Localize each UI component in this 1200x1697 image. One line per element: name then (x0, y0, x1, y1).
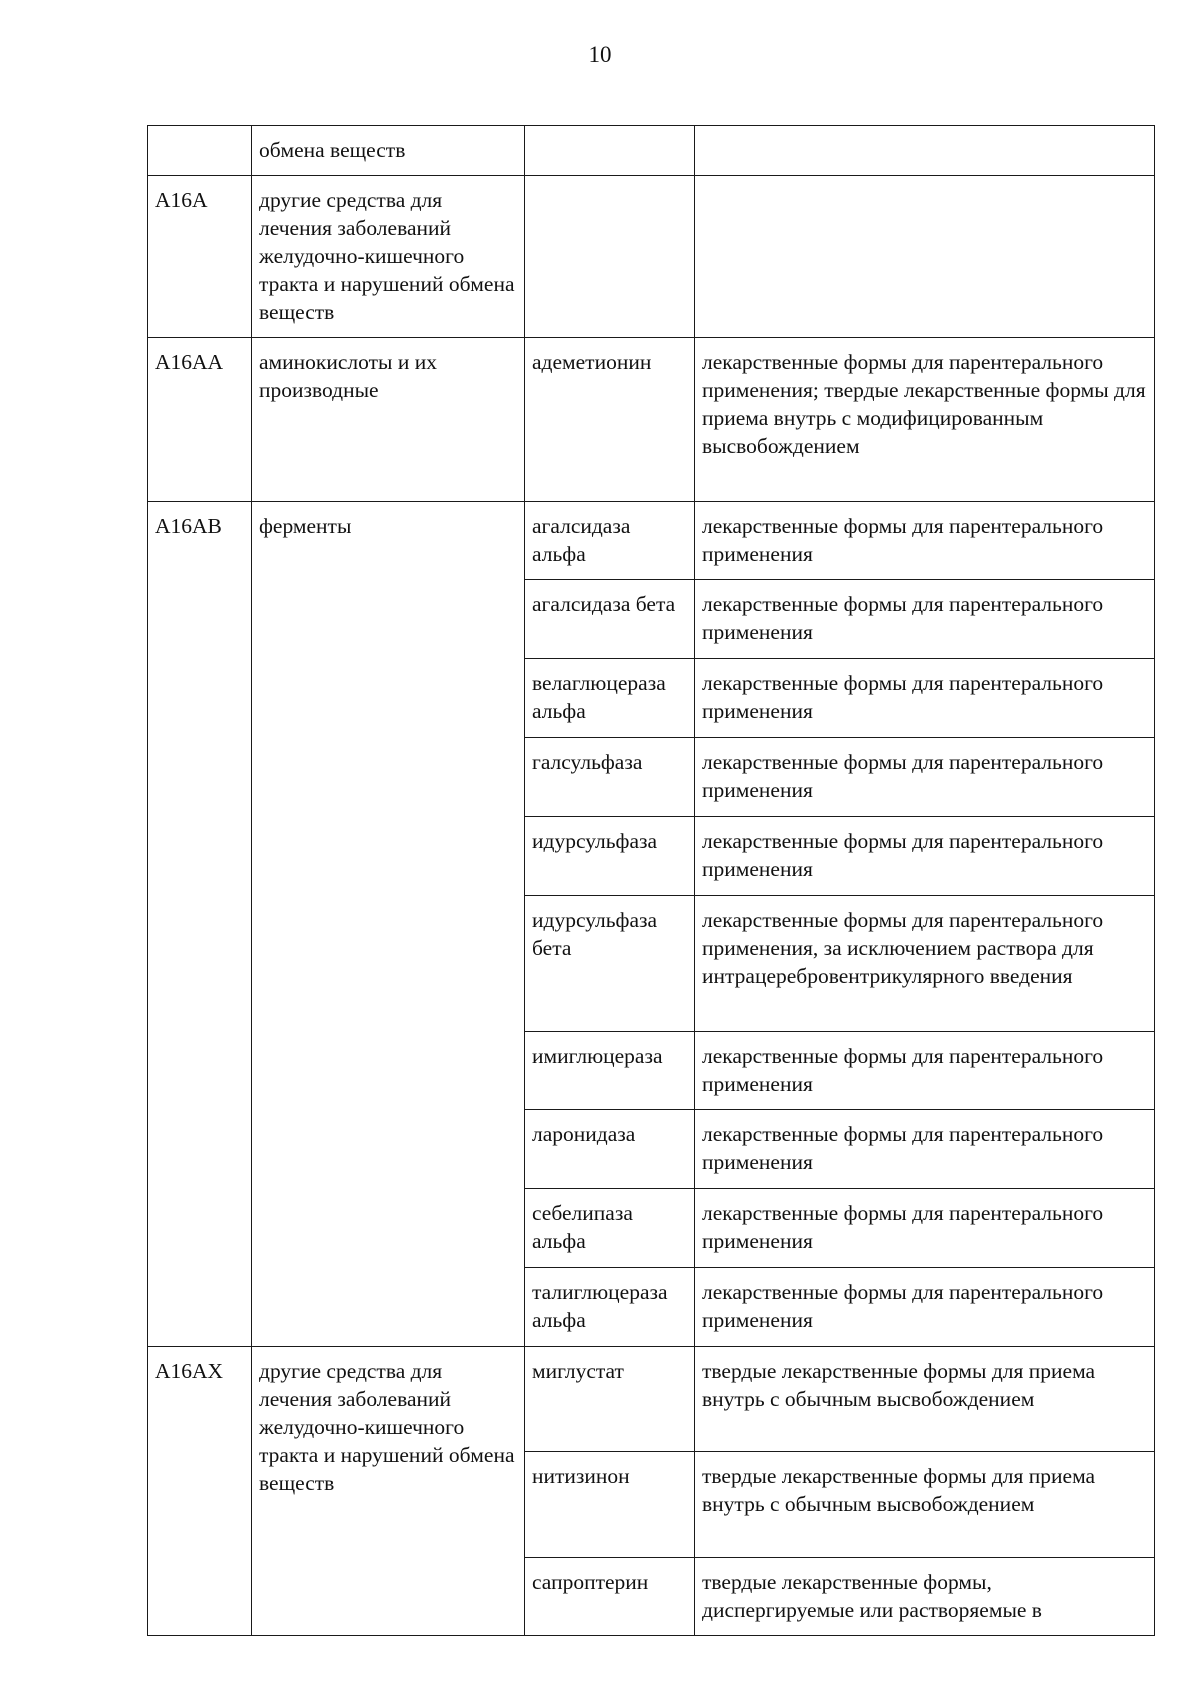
dosage-form-cell: лекарственные формы для парентерального применения (695, 1189, 1155, 1268)
page-number: 10 (588, 42, 612, 67)
drug-name-cell: идурсульфаза бета (525, 896, 695, 1032)
drug-name-cell: себелипаза альфа (525, 1189, 695, 1268)
dosage-form-cell: лекарственные формы для парентерального применения; твердые лекарственные формы для приема внутрь с модифицированным высвобождением (695, 338, 1155, 502)
drug-name-cell: ларонидаза (525, 1110, 695, 1189)
table-row (148, 1347, 1155, 1452)
drug-name-cell: сапроптерин (525, 1558, 695, 1636)
anatomical-group-cell: обмена веществ (252, 126, 525, 176)
atc-code-cell: A16AX (148, 1347, 252, 1636)
drug-name-cell: велаглюцераза альфа (525, 659, 695, 738)
dosage-form-cell: твердые лекарственные формы для приема внутрь с обычным высвобождением (695, 1452, 1155, 1558)
anatomical-group-cell: другие средства для лечения заболеваний желудочно-кишечного тракта и нарушений обмена веществ (252, 176, 525, 338)
dosage-form-cell: твердые лекарственные формы для приема внутрь с обычным высвобождением (695, 1347, 1155, 1452)
drug-name-cell: имиглюцераза (525, 1032, 695, 1110)
drug-name-cell (525, 126, 695, 176)
anatomical-group-cell: ферменты (252, 502, 525, 1347)
atc-code-cell: A16AA (148, 338, 252, 502)
table-body (148, 126, 1155, 1636)
atc-code-cell: A16A (148, 176, 252, 338)
atc-code-cell: A16AB (148, 502, 252, 1347)
drug-name-cell: талиглюцераза альфа (525, 1268, 695, 1347)
dosage-form-cell (695, 176, 1155, 338)
drug-name-cell: нитизинон (525, 1452, 695, 1558)
table-row (148, 126, 1155, 176)
drug-name-cell: адеметионин (525, 338, 695, 502)
dosage-form-cell: твердые лекарственные формы, диспергируемые или растворяемые в (695, 1558, 1155, 1636)
table-row (148, 502, 1155, 580)
dosage-form-cell: лекарственные формы для парентерального применения (695, 659, 1155, 738)
table-row (148, 338, 1155, 502)
drug-name-cell: агалсидаза бета (525, 580, 695, 659)
dosage-form-cell: лекарственные формы для парентерального применения (695, 817, 1155, 896)
table-row (148, 176, 1155, 338)
drug-name-cell (525, 176, 695, 338)
dosage-form-cell (695, 126, 1155, 176)
atc-code-cell (148, 126, 252, 176)
dosage-form-cell: лекарственные формы для парентерального применения (695, 1110, 1155, 1189)
dosage-form-cell: лекарственные формы для парентерального применения, за исключением раствора для интрацеребровентрикулярного введения (695, 896, 1155, 1032)
drug-table (147, 125, 1155, 1636)
dosage-form-cell: лекарственные формы для парентерального применения (695, 1268, 1155, 1347)
drug-name-cell: галсульфаза (525, 738, 695, 817)
drug-name-cell: агалсидаза альфа (525, 502, 695, 580)
dosage-form-cell: лекарственные формы для парентерального применения (695, 1032, 1155, 1110)
drug-name-cell: идурсульфаза (525, 817, 695, 896)
dosage-form-cell: лекарственные формы для парентерального применения (695, 580, 1155, 659)
anatomical-group-cell: другие средства для лечения заболеваний желудочно-кишечного тракта и нарушений обмена веществ (252, 1347, 525, 1636)
drug-name-cell: миглустат (525, 1347, 695, 1452)
dosage-form-cell: лекарственные формы для парентерального применения (695, 502, 1155, 580)
anatomical-group-cell: аминокислоты и их производные (252, 338, 525, 502)
dosage-form-cell: лекарственные формы для парентерального применения (695, 738, 1155, 817)
